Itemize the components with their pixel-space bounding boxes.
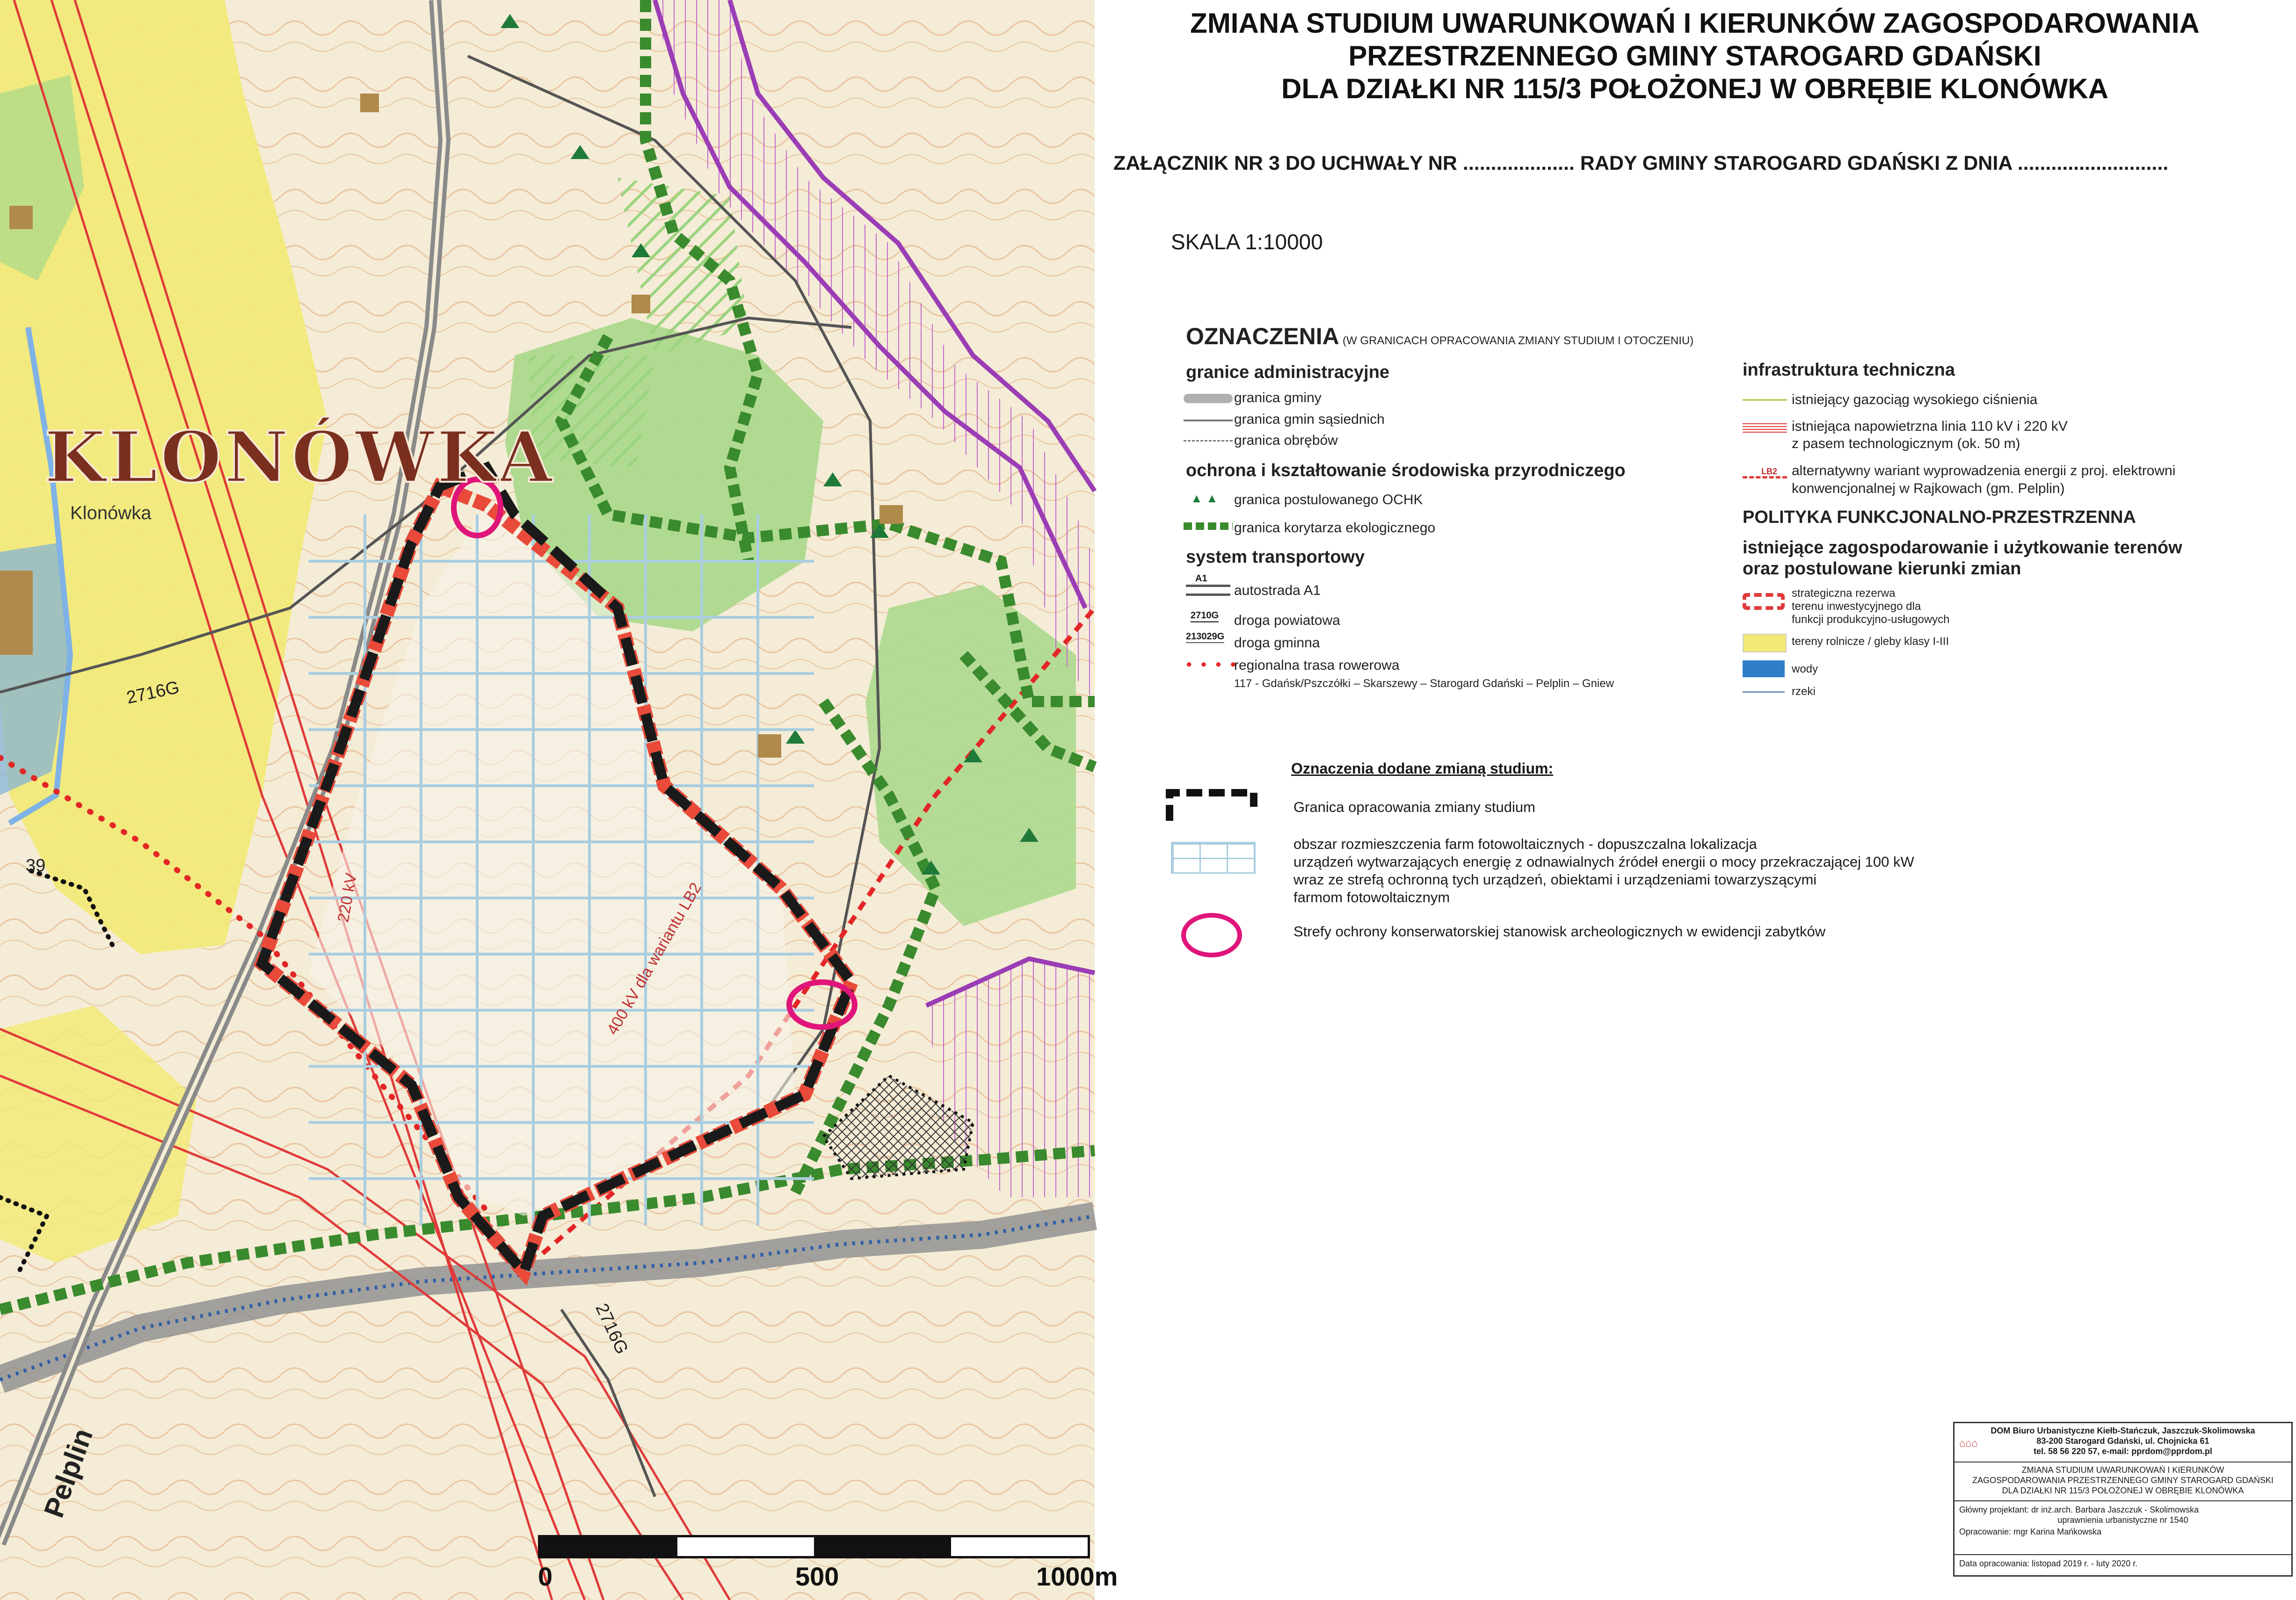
title-block bbox=[1953, 1422, 2293, 1577]
map-number-label: 39 bbox=[26, 856, 46, 876]
stamp-divider bbox=[1955, 1500, 2291, 1501]
eco-corridor-symbol bbox=[1184, 522, 1233, 530]
legend-item: alternatywny wariant wyprowadzenia energii z proj. elektrowni bbox=[1792, 463, 2176, 478]
legend-transport-heading: system transportowy bbox=[1186, 547, 1365, 567]
stamp-desc-line-1: ZMIANA STUDIUM UWARUNKOWAŃ I KIERUNKÓW bbox=[2021, 1465, 2224, 1475]
legend-item: konwencjonalnej w Rajkowach (gm. Pelplin) bbox=[1792, 481, 2065, 496]
map-canvas[interactable] bbox=[0, 0, 1095, 1600]
legend-heading-note: (W GRANICACH OPRACOWANIA ZMIANY STUDIUM I OTOCZENIU) bbox=[1343, 334, 1694, 347]
town-label: KLONÓWKA bbox=[44, 416, 555, 499]
legend-item: terenu inwestycyjnego dla bbox=[1792, 600, 1921, 613]
added-archaeo-label: Strefy ochrony konserwatorskiej stanowisk archeologicznych w ewidencji zabytków bbox=[1293, 923, 1826, 940]
added-solar-line-3: wraz ze strefą ochronną tych urządzeń, obiektami i urządzeniami towarzyszącymi bbox=[1293, 871, 1817, 888]
added-boundary-label: Granica opracowania zmiany studium bbox=[1293, 799, 1535, 815]
legend-env-heading: ochrona i kształtowanie środowiska przyrodniczego bbox=[1186, 461, 1626, 480]
legend-item: istniejąca napowietrzna linia 110 kV i 220 kV bbox=[1792, 419, 2068, 434]
solar-area-symbol bbox=[1171, 842, 1256, 874]
road-label: 2716G bbox=[124, 677, 182, 708]
bike-trail-symbol: ● ● ● ● bbox=[1186, 658, 1239, 670]
stamp-firm-line-1: DOM Biuro Urbanistyczne Kiełb-Stańczuk, Jaszczuk-Skolimowska bbox=[1991, 1426, 2255, 1435]
village-label: Klonówka bbox=[70, 503, 152, 523]
river-symbol bbox=[1743, 691, 1785, 693]
pelplin-label: Pelplin bbox=[37, 1424, 99, 1522]
gmina-boundary-symbol bbox=[1184, 394, 1233, 403]
legend-item: strategiczna rezerwa bbox=[1792, 587, 1896, 600]
agri-symbol bbox=[1743, 634, 1787, 652]
firm-logo-icon: ⌂⌂⌂ bbox=[1959, 1437, 1978, 1449]
power-line-label: 220 kV bbox=[334, 871, 361, 924]
stamp-firm-line-3: tel. 58 56 220 57, e-mail: pprdom@pprdom.pl bbox=[2034, 1447, 2212, 1456]
legend-item: wody bbox=[1792, 663, 1818, 675]
legend-policy-sub1: istniejące zagospodarowanie i użytkowanie terenów bbox=[1743, 538, 2182, 557]
title-line-2: PRZESTRZENNEGO GMINY STAROGARD GDAŃSKI bbox=[1348, 40, 2042, 72]
title-line-3: DLA DZIAŁKI NR 115/3 POŁOŻONEJ W OBRĘBIE KLONÓWKA bbox=[1281, 73, 2108, 104]
stamp-designer-license: uprawnienia urbanistyczne nr 1540 bbox=[2057, 1515, 2188, 1525]
water-symbol bbox=[1743, 660, 1785, 677]
scale-label-500: 500 bbox=[795, 1562, 839, 1591]
legend-item: granica postulowanego OCHK bbox=[1234, 492, 1423, 507]
added-solar-line-4: farmom fotowoltaicznym bbox=[1293, 889, 1450, 905]
stamp-desc-line-2: ZAGOSPODAROWANIA PRZESTRZENNEGO GMINY STAROGARD GDAŃSKI bbox=[1972, 1476, 2274, 1485]
legend-item: z pasem technologicznym (ok. 50 m) bbox=[1792, 436, 2020, 451]
stamp-desc-line-3: DLA DZIAŁKI NR 115/3 POŁOŻONEJ W OBRĘBIE KLONÓWKA bbox=[2002, 1486, 2244, 1495]
study-boundary-symbol bbox=[1165, 788, 1258, 825]
legend-item: autostrada A1 bbox=[1234, 583, 1321, 598]
legend-policy-heading: POLITYKA FUNKCJONALNO-PRZESTRZENNA bbox=[1743, 507, 2136, 527]
legend-item: regionalna trasa rowerowa bbox=[1234, 658, 1400, 673]
legend-item: granica gmin sąsiednich bbox=[1234, 412, 1385, 427]
legend-item: 117 - Gdańsk/Pszczółki – Skarszewy – Starogard Gdański – Pelplin – Gniew bbox=[1234, 677, 1614, 690]
added-legend-heading: Oznaczenia dodane zmianą studium: bbox=[1291, 760, 1554, 777]
legend-item: istniejący gazociąg wysokiego ciśnienia bbox=[1792, 392, 2038, 407]
lb2-line-label: 400 kV dla wariantu LB2 bbox=[603, 879, 705, 1038]
legend-admin-heading: granice administracyjne bbox=[1186, 362, 1390, 382]
legend-heading: OZNACZENIA bbox=[1186, 323, 1339, 349]
gas-pipe-symbol bbox=[1743, 399, 1787, 401]
legend-item: rzeki bbox=[1792, 685, 1816, 698]
legend-item: granica obrębów bbox=[1234, 433, 1338, 448]
road-label-2: 2716G bbox=[591, 1300, 632, 1357]
reserve-symbol bbox=[1743, 593, 1785, 610]
archaeo-zone-symbol bbox=[1181, 913, 1242, 957]
info-panel bbox=[1095, 0, 2295, 1600]
powiat-code: 2710G bbox=[1191, 610, 1219, 623]
legend-item: droga powiatowa bbox=[1234, 613, 1340, 628]
legend-item: tereny rolnicze / gleby klasy I-III bbox=[1792, 635, 1949, 648]
legend-item: granica gminy bbox=[1234, 390, 1322, 405]
stamp-prepared: Opracowanie: mgr Karina Mańkowska bbox=[1959, 1527, 2102, 1536]
a1-code: A1 bbox=[1195, 573, 1207, 584]
lb2-code: LB2 bbox=[1761, 467, 1778, 476]
added-solar-line-2: urządzeń wytwarzających energię z odnawialnych źródeł energii o mocy przekraczającej 100 kW bbox=[1293, 854, 1914, 870]
legend-infra-heading: infrastruktura techniczna bbox=[1743, 360, 1955, 380]
lb2-symbol bbox=[1743, 476, 1787, 478]
added-solar-line-1: obszar rozmieszczenia farm fotowoltaicznych - dopuszczalna lokalizacja bbox=[1293, 836, 1757, 852]
stamp-firm-line-2: 83-200 Starogard Gdański, ul. Chojnicka 61 bbox=[2036, 1436, 2209, 1446]
stamp-designer: Główny projektant: dr inż.arch. Barbara Jaszczuk - Skolimowska bbox=[1959, 1505, 2199, 1514]
stamp-divider bbox=[1955, 1554, 2291, 1555]
highway-symbol bbox=[1186, 585, 1230, 596]
gmina-code: 213029G bbox=[1186, 631, 1224, 643]
precinct-boundary-symbol bbox=[1184, 440, 1233, 442]
stamp-date: Data opracowania: listopad 2019 r. - luty 2020 r. bbox=[1959, 1559, 2138, 1568]
legend-item: droga gminna bbox=[1234, 635, 1320, 651]
scale-label: SKALA 1:10000 bbox=[1171, 230, 1323, 254]
power-line-symbol bbox=[1743, 423, 1787, 433]
legend-item: granica korytarza ekologicznego bbox=[1234, 520, 1436, 536]
scale-label-0: 0 bbox=[538, 1562, 553, 1591]
title-line-1: ZMIANA STUDIUM UWARUNKOWAŃ I KIERUNKÓW ZAGOSPODAROWANIA bbox=[1190, 7, 2200, 39]
scale-bar bbox=[538, 1535, 1090, 1558]
attachment-label: ZAŁĄCZNIK NR 3 DO UCHWAŁY NR .................... RADY GMINY STAROGARD GDAŃSKI Z DNIA ........................... bbox=[1113, 152, 2169, 174]
legend-item: funkcji produkcyjno-usługowych bbox=[1792, 613, 1950, 626]
map-panel[interactable] bbox=[0, 0, 1118, 1600]
scale-label-1000: 1000m bbox=[1036, 1562, 1118, 1591]
ochk-triangle-icon: ▲ ▲ bbox=[1191, 491, 1218, 505]
legend-policy-sub2: oraz postulowane kierunki zmian bbox=[1743, 559, 2021, 579]
neighbor-boundary-symbol bbox=[1184, 420, 1233, 421]
